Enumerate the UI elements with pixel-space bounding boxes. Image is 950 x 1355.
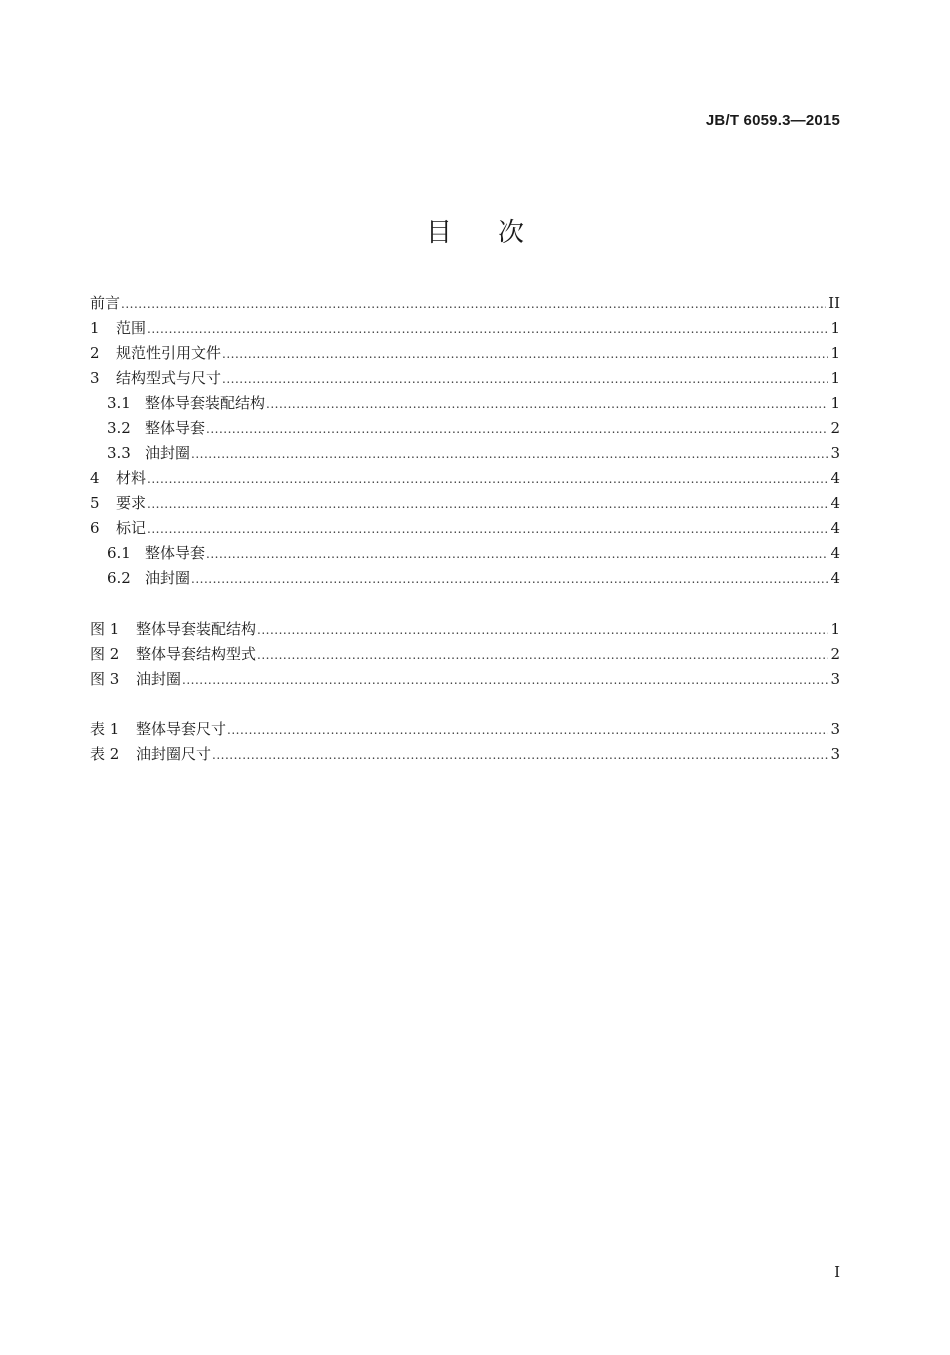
toc-entry-label: 要求 — [116, 494, 147, 512]
dot-leader — [191, 567, 828, 592]
page-number: I — [834, 1263, 840, 1281]
dot-leader — [121, 292, 826, 317]
figure-number: 图 2 — [90, 645, 120, 663]
toc-figure-entry[interactable] — [90, 642, 840, 667]
toc-entry-page: 4 — [830, 569, 840, 587]
toc-entry-3[interactable] — [90, 366, 840, 391]
dot-leader — [257, 618, 828, 643]
toc-entry-page: 4 — [830, 519, 840, 537]
standard-code: JB/T 6059.3—2015 — [705, 112, 840, 129]
table-number: 表 2 — [90, 745, 120, 763]
toc-entry-2[interactable] — [90, 341, 840, 366]
dot-leader — [266, 392, 828, 417]
table-label: 油封圈尺寸 — [136, 745, 212, 763]
toc-entry-3-3[interactable] — [90, 441, 840, 466]
toc-entry-number: 3.1 — [107, 394, 131, 412]
table-page: 3 — [830, 745, 840, 763]
toc-entry-5[interactable] — [90, 491, 840, 516]
toc-entry-label: 油封圈 — [145, 569, 191, 587]
table-number: 表 1 — [90, 720, 120, 738]
toc-entry-label: 结构型式与尺寸 — [116, 369, 222, 387]
toc-entry-label: 标记 — [116, 519, 147, 537]
table-label: 整体导套尺寸 — [136, 720, 227, 738]
toc-entry-label: 材料 — [116, 469, 147, 487]
dot-leader — [212, 743, 828, 768]
toc-entry-page: 1 — [830, 319, 840, 337]
figure-label: 整体导套结构型式 — [136, 645, 257, 663]
toc-entry-page: 2 — [830, 419, 840, 437]
toc-entry-6-2[interactable] — [90, 566, 840, 591]
toc-entry-label: 范围 — [116, 319, 147, 337]
dot-leader — [147, 492, 828, 517]
toc-figure-entry[interactable] — [90, 667, 840, 692]
toc-entry-label: 整体导套 — [145, 544, 206, 562]
toc-entry-label: 整体导套 — [145, 419, 206, 437]
toc-entry-number: 3.2 — [107, 419, 131, 437]
toc-entry-page: 4 — [830, 494, 840, 512]
dot-leader — [147, 517, 828, 542]
dot-leader — [147, 317, 828, 342]
toc-entry-number: 6 — [90, 519, 100, 537]
figure-number: 图 1 — [90, 620, 120, 638]
figure-page: 2 — [830, 645, 840, 663]
toc-entry-number: 3.3 — [107, 444, 131, 462]
toc-entry-page: 3 — [830, 444, 840, 462]
figure-number: 图 3 — [90, 670, 120, 688]
toc-entry-label: 油封圈 — [145, 444, 191, 462]
toc-figures — [90, 617, 840, 692]
dot-leader — [206, 542, 828, 567]
toc-entry-number: 5 — [90, 494, 100, 512]
toc-entry-number: 6.2 — [107, 569, 131, 587]
toc-figure-entry[interactable] — [90, 617, 840, 642]
toc-entry-label: 规范性引用文件 — [116, 344, 222, 362]
toc-entry-number: 2 — [90, 344, 100, 362]
figure-label: 油封圈 — [136, 670, 182, 688]
toc-entry-label: 前言 — [90, 294, 121, 312]
dot-leader — [182, 668, 828, 693]
toc-entry-page: II — [828, 294, 840, 312]
dot-leader — [222, 367, 828, 392]
figure-label: 整体导套装配结构 — [136, 620, 257, 638]
toc-entry-foreword[interactable] — [90, 291, 840, 316]
toc-tables — [90, 717, 840, 767]
dot-leader — [257, 643, 828, 668]
table-page: 3 — [830, 720, 840, 738]
figure-page: 3 — [830, 670, 840, 688]
figure-page: 1 — [830, 620, 840, 638]
toc-entry-number: 3 — [90, 369, 100, 387]
dot-leader — [147, 467, 828, 492]
dot-leader — [206, 417, 828, 442]
toc-table-entry[interactable] — [90, 742, 840, 767]
toc-entry-number: 1 — [90, 319, 100, 337]
toc-entry-4[interactable] — [90, 466, 840, 491]
toc-entry-page: 4 — [830, 469, 840, 487]
dot-leader — [227, 718, 828, 743]
toc-sections — [90, 291, 840, 591]
toc-entry-page: 1 — [830, 394, 840, 412]
toc-entry-number: 4 — [90, 469, 100, 487]
toc-entry-6[interactable] — [90, 516, 840, 541]
toc-entry-6-1[interactable] — [90, 541, 840, 566]
toc-entry-3-2[interactable] — [90, 416, 840, 441]
dot-leader — [191, 442, 828, 467]
toc-entry-1[interactable] — [90, 316, 840, 341]
toc-entry-page: 1 — [830, 344, 840, 362]
toc-entry-3-1[interactable] — [90, 391, 840, 416]
toc-table-entry[interactable] — [90, 717, 840, 742]
toc-entry-page: 4 — [830, 544, 840, 562]
dot-leader — [222, 342, 828, 367]
page-title: 目次 — [425, 218, 570, 248]
toc-entry-page: 1 — [830, 369, 840, 387]
toc-entry-label: 整体导套装配结构 — [145, 394, 266, 412]
toc-entry-number: 6.1 — [107, 544, 131, 562]
